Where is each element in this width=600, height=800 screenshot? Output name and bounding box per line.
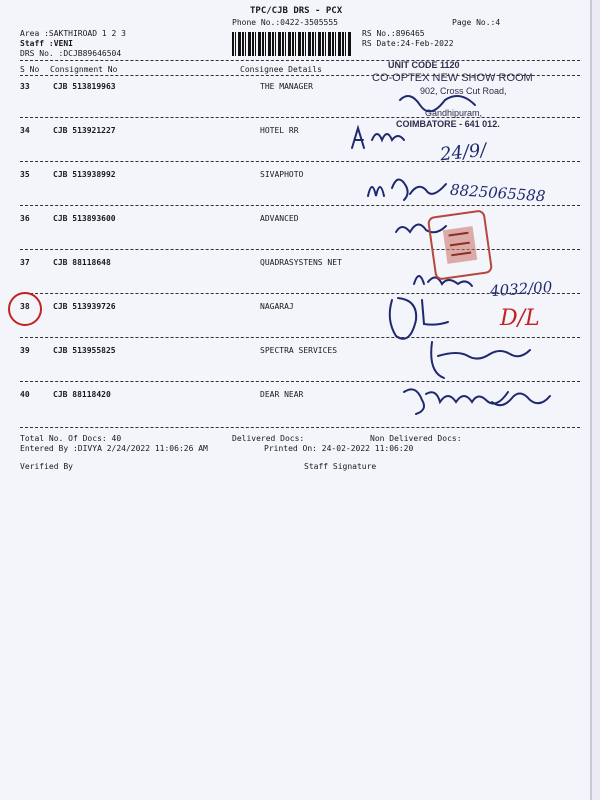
stamp-city: COIMBATORE - 641 012.	[396, 119, 500, 129]
non-delivered-docs: Non Delivered Docs:	[370, 434, 462, 443]
row-sno: 40	[20, 390, 30, 399]
row-consignee: ADVANCED	[260, 214, 299, 223]
rs-date: RS Date:24-Feb-2022	[362, 39, 454, 48]
row-sno: 37	[20, 258, 30, 267]
stamp-unit-code: UNIT CODE 1120	[388, 60, 460, 70]
row-consignee: SIVAPHOTO	[260, 170, 304, 179]
phone-number: Phone No.:0422-3505555	[232, 18, 338, 27]
row-consignee: DEAR NEAR	[260, 390, 304, 399]
staff-label: Staff :VENI	[20, 39, 73, 48]
row-consignment: CJB 513939726	[53, 302, 116, 311]
verified-by-label: Verified By	[20, 462, 73, 471]
entered-by: Entered By :DIVYA 2/24/2022 11:06:26 AM	[20, 444, 208, 453]
delivered-docs: Delivered Docs:	[232, 434, 305, 443]
row-consignment: CJB 513921227	[53, 126, 116, 135]
row-sno: 39	[20, 346, 30, 355]
handwritten-code: 4032/00	[489, 277, 553, 301]
staff-signature-label: Staff Signature	[304, 462, 377, 471]
row-consignee: THE MANAGER	[260, 82, 313, 91]
rs-number: RS No.:896465	[362, 29, 425, 38]
row-consignee: HOTEL RR	[260, 126, 299, 135]
printed-on: Printed On: 24-02-2022 11:06:20	[264, 444, 414, 453]
row-sno: 38	[20, 302, 30, 311]
stamp-store-name: CO-OPTEX NEW SHOW ROOM	[372, 72, 533, 84]
row-sno: 35	[20, 170, 30, 179]
col-header-consignment: Consignment No	[50, 65, 118, 74]
row-sno: 34	[20, 126, 30, 135]
row-consignment: CJB 513893600	[53, 214, 116, 223]
row-sno: 33	[20, 82, 30, 91]
row-consignee: SPECTRA SERVICES	[260, 346, 338, 355]
row-consignee: NAGARAJ	[260, 302, 294, 311]
drs-number: DRS No. :DCJB89646504	[20, 49, 122, 58]
handwritten-red-dl: D/L	[500, 306, 540, 331]
handwritten-phone: 8825065588	[449, 180, 546, 206]
stamp-address-line: Gandhipuram,	[425, 108, 483, 118]
total-docs: Total No. Of Docs: 40	[20, 434, 122, 443]
row-consignment: CJB 88118648	[53, 258, 111, 267]
col-header-consignee: Consignee Details	[240, 65, 322, 74]
area-label: Area :SAKTHIROAD 1 2 3	[20, 29, 126, 38]
row-consignment: CJB 513819963	[53, 82, 116, 91]
stamp-address-line: 902, Cross Cut Road,	[420, 86, 507, 96]
company-seal	[428, 210, 492, 279]
row-consignee: QUADRASYSTENS NET	[260, 258, 342, 267]
row-consignment: CJB 513955825	[53, 346, 116, 355]
document-title: TPC/CJB DRS - PCX	[250, 6, 343, 16]
page-number: Page No.:4	[452, 18, 501, 27]
row-consignment: CJB 513938992	[53, 170, 116, 179]
row-consignment: CJB 88118420	[53, 390, 111, 399]
col-header-sno: S No	[20, 65, 40, 74]
row-sno: 36	[20, 214, 30, 223]
handwritten-date: 24/9/	[439, 139, 488, 166]
